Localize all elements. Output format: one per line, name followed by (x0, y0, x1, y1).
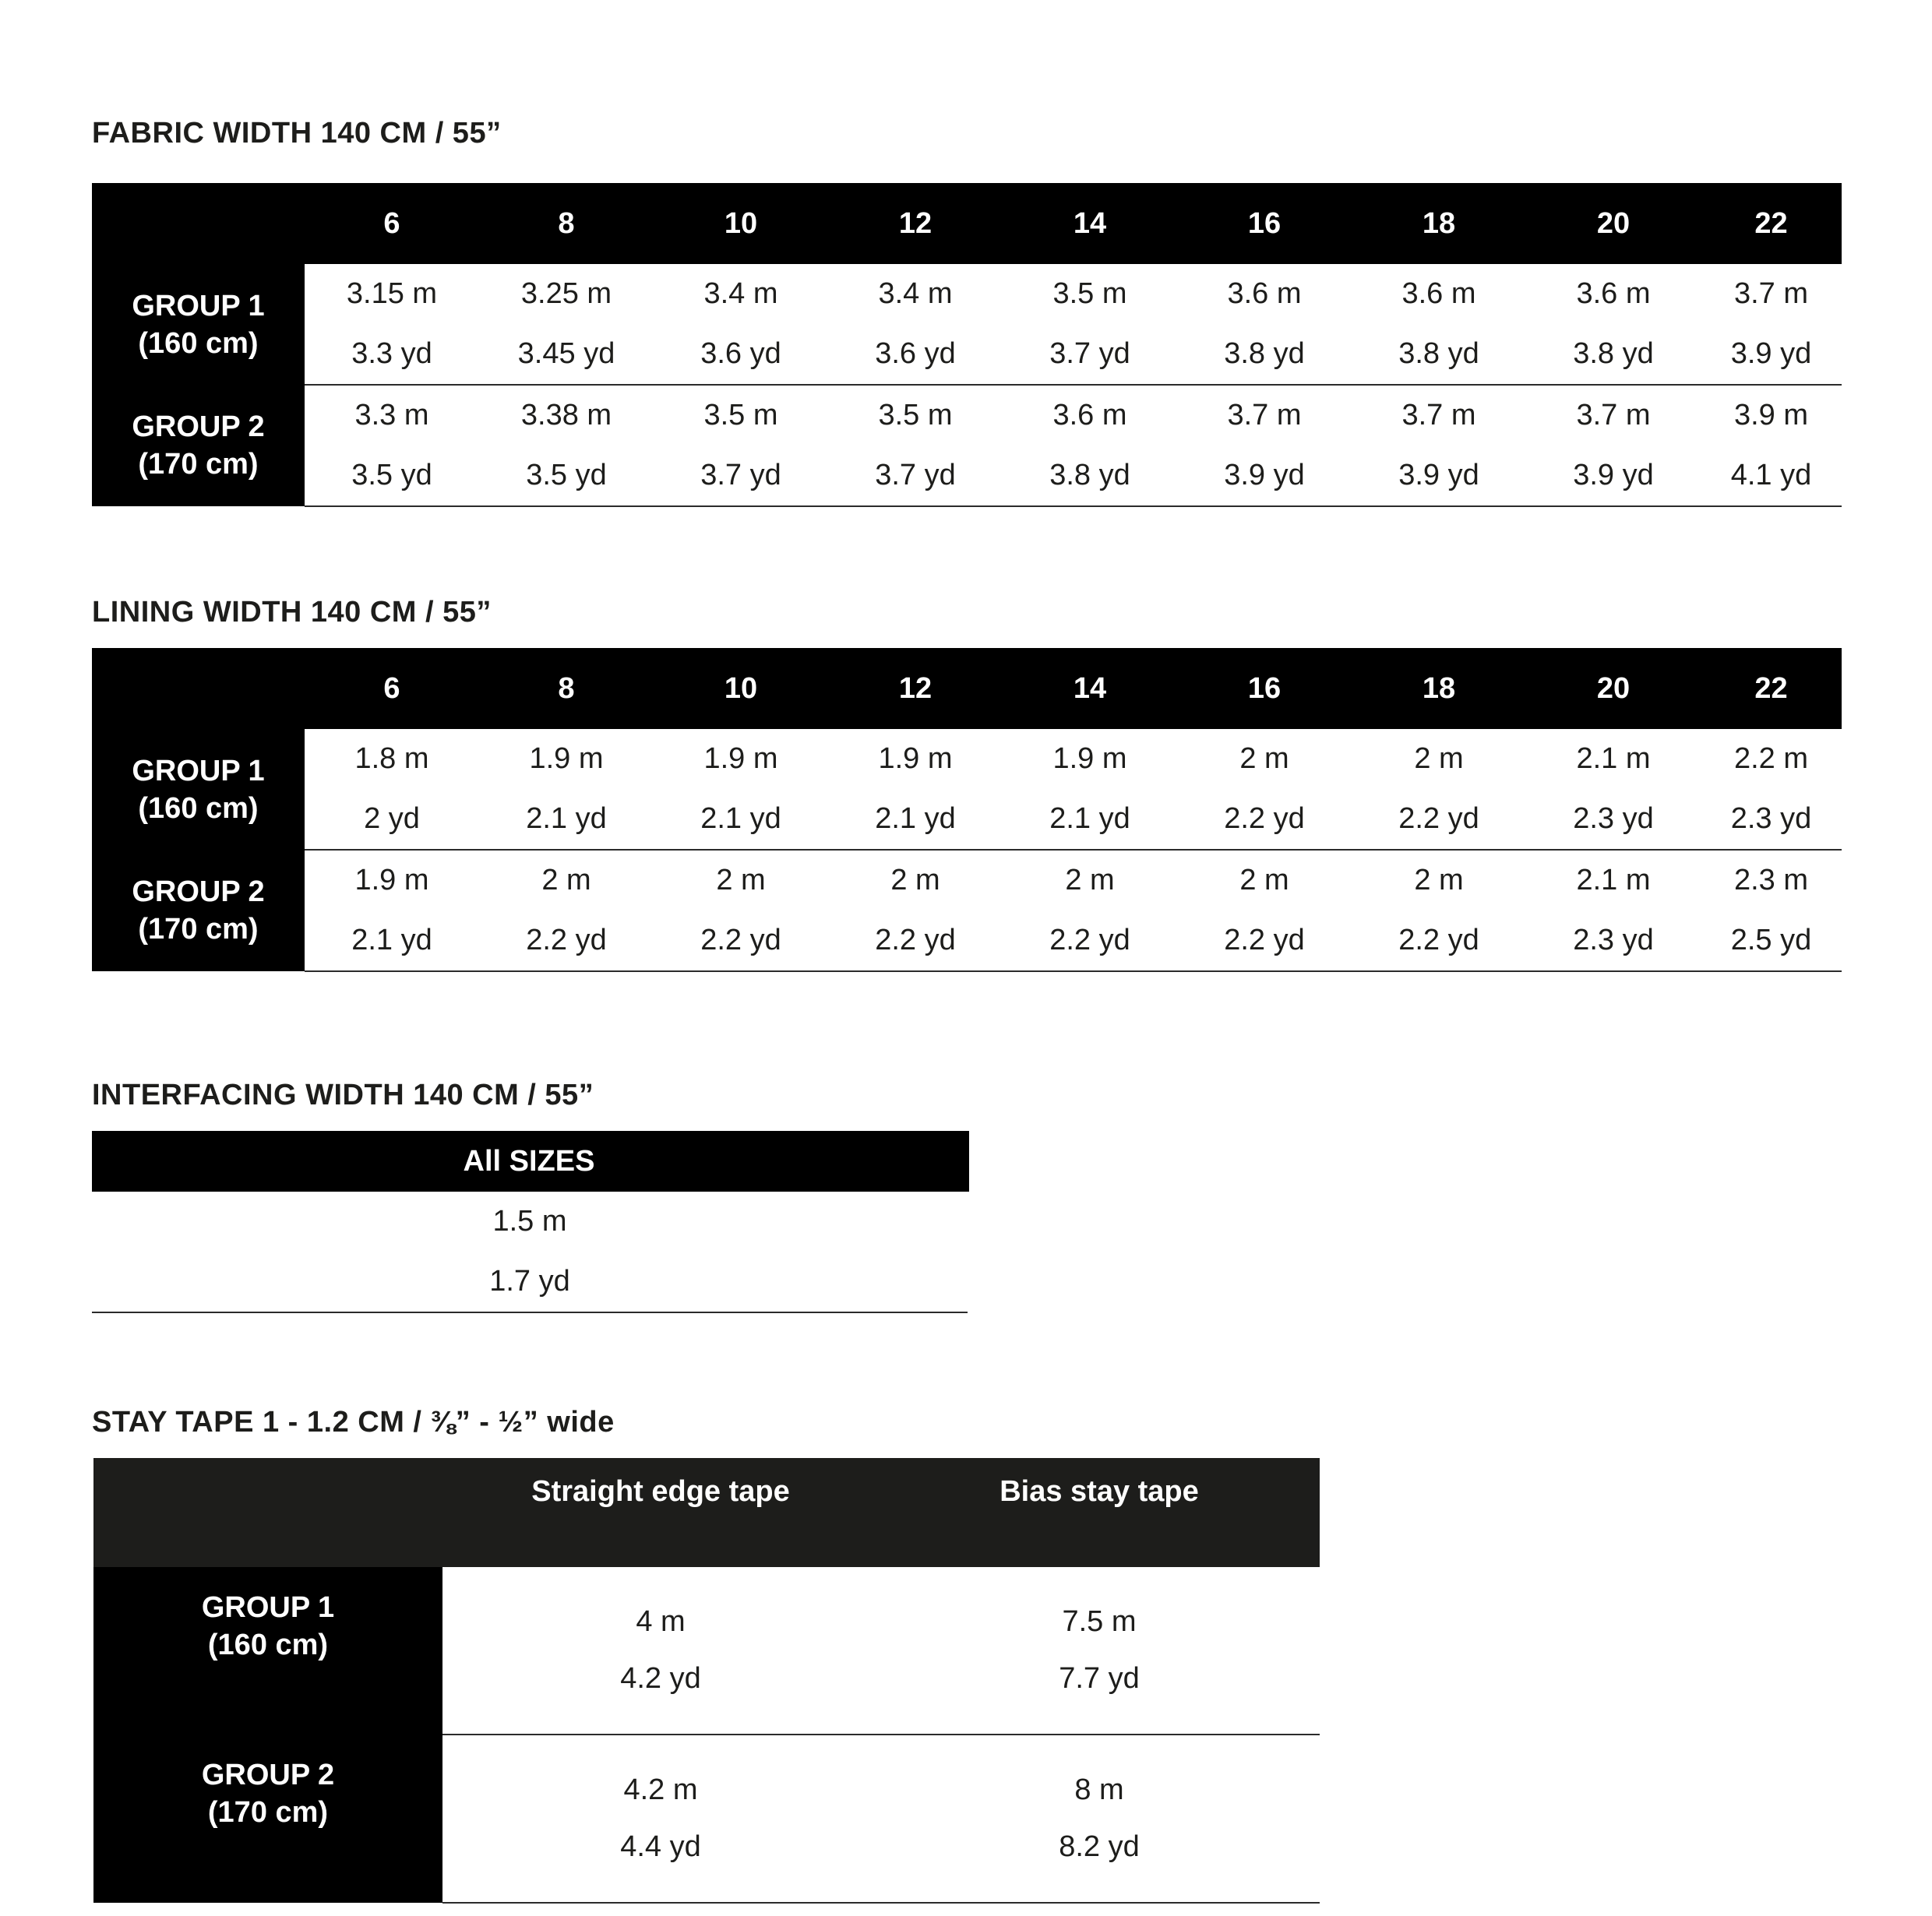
size-header: 12 (828, 183, 1003, 264)
size-header: 12 (828, 648, 1003, 729)
tape-g1-straight-yd: 4.2 yd (442, 1647, 879, 1735)
group-name: GROUP 1 (201, 1591, 335, 1624)
interfacing-yards: 1.7 yd (92, 1252, 968, 1312)
meters-cell: 3.9 m (1733, 399, 1809, 431)
interfacing-title: INTERFACING WIDTH 140 CM / 55” (92, 1079, 594, 1111)
yards-cell: 3.9 yd (1526, 446, 1701, 506)
fabric-table (92, 183, 1842, 507)
meters-cell: 3.4 m (703, 277, 778, 310)
size-header: 20 (1526, 183, 1701, 264)
tape-group-2-label (93, 1735, 442, 1903)
meters-cell: 3.5 m (1052, 277, 1127, 310)
tape-g2-straight-m: 4.2 m (623, 1773, 698, 1806)
meters-cell: 2.3 m (1733, 864, 1809, 896)
meters-cell: 1.9 m (1052, 742, 1127, 775)
size-header: 18 (1352, 648, 1526, 729)
yards-cell: 2.1 yd (479, 789, 654, 850)
meters-cell: 2 m (1414, 742, 1464, 775)
yards-cell: 2.2 yd (654, 910, 828, 971)
group-name: GROUP 1 (132, 754, 265, 787)
yards-cell: 2.2 yd (828, 910, 1003, 971)
yards-cell: 3.8 yd (1003, 446, 1177, 506)
meters-cell: 3.6 m (1401, 277, 1476, 310)
corner-cell (92, 183, 305, 264)
meters-cell: 3.7 m (1576, 399, 1651, 431)
yards-cell: 2.3 yd (1526, 789, 1701, 850)
yards-cell: 2.1 yd (1003, 789, 1177, 850)
meters-cell: 3.5 m (878, 399, 953, 431)
tape-g1-bias-m: 7.5 m (1062, 1605, 1137, 1638)
yards-cell: 2.2 yd (1177, 910, 1352, 971)
yards-cell: 3.7 yd (828, 446, 1003, 506)
group-label (92, 729, 305, 850)
yards-cell: 3.45 yd (479, 324, 654, 385)
tape-header-corner (93, 1458, 442, 1567)
meters-cell: 3.15 m (346, 277, 438, 310)
group-height: (170 cm) (138, 913, 259, 946)
meters-cell: 3.7 m (1227, 399, 1302, 431)
meters-cell: 2 m (1414, 864, 1464, 896)
size-header: 10 (654, 648, 828, 729)
yards-cell: 2 yd (305, 789, 479, 850)
tape-table (93, 1458, 1320, 1904)
tape-header-bias: Bias stay tape (879, 1458, 1320, 1567)
group-height: (170 cm) (138, 448, 259, 481)
group-height: (160 cm) (138, 791, 259, 825)
yards-cell: 3.8 yd (1352, 324, 1526, 385)
group-height: (160 cm) (138, 326, 259, 360)
yards-cell: 3.5 yd (479, 446, 654, 506)
meters-cell: 2 m (1239, 742, 1289, 775)
size-header: 14 (1003, 183, 1177, 264)
meters-cell: 2.1 m (1576, 864, 1651, 896)
meters-cell: 2 m (1065, 864, 1115, 896)
meters-cell: 2 m (1239, 864, 1289, 896)
size-header: 6 (305, 648, 479, 729)
tape-group-1-label (93, 1567, 442, 1735)
meters-cell: 2.1 m (1576, 742, 1651, 775)
size-header: 16 (1177, 183, 1352, 264)
group-name: GROUP 2 (132, 875, 265, 908)
meters-cell: 3.6 m (1576, 277, 1651, 310)
yards-cell: 3.6 yd (828, 324, 1003, 385)
group-height: (170 cm) (207, 1796, 329, 1829)
meters-cell: 3.25 m (520, 277, 612, 310)
tape-g2-bias-yd: 8.2 yd (879, 1815, 1320, 1903)
yards-cell: 2.2 yd (1177, 789, 1352, 850)
tape-g1-straight-m: 4 m (636, 1605, 686, 1638)
meters-cell: 1.9 m (878, 742, 953, 775)
meters-cell: 2 m (541, 864, 591, 896)
corner-cell (92, 648, 305, 729)
yards-cell: 3.9 yd (1352, 446, 1526, 506)
tape-title: STAY TAPE 1 - 1.2 CM / ⅜” - ½” wide (92, 1406, 615, 1439)
yards-cell: 3.8 yd (1177, 324, 1352, 385)
size-header: 10 (654, 183, 828, 264)
size-header: 22 (1701, 183, 1842, 264)
yards-cell: 2.3 yd (1701, 789, 1842, 850)
meters-cell: 3.7 m (1733, 277, 1809, 310)
yards-cell: 3.9 yd (1177, 446, 1352, 506)
meters-cell: 3.5 m (703, 399, 778, 431)
yards-cell: 3.7 yd (654, 446, 828, 506)
interfacing-table (92, 1131, 969, 1313)
meters-cell: 1.9 m (703, 742, 778, 775)
yards-cell: 3.7 yd (1003, 324, 1177, 385)
group-label (92, 850, 305, 971)
size-header: 18 (1352, 183, 1526, 264)
meters-cell: 3.3 m (354, 399, 429, 431)
size-header: 8 (479, 648, 654, 729)
tape-g2-bias-m: 8 m (1074, 1773, 1124, 1806)
size-header: 20 (1526, 648, 1701, 729)
tape-g2-straight-yd: 4.4 yd (442, 1815, 879, 1903)
yards-cell: 2.2 yd (479, 910, 654, 971)
meters-cell: 3.6 m (1052, 399, 1127, 431)
meters-cell: 3.6 m (1227, 277, 1302, 310)
interfacing-header: All SIZES (92, 1131, 968, 1192)
fabric-title: FABRIC WIDTH 140 CM / 55” (92, 117, 502, 150)
yards-cell: 2.5 yd (1701, 910, 1842, 971)
size-header: 6 (305, 183, 479, 264)
yards-cell: 3.9 yd (1701, 324, 1842, 385)
meters-cell: 1.9 m (354, 864, 429, 896)
meters-cell: 1.8 m (354, 742, 429, 775)
meters-cell: 3.38 m (520, 399, 612, 431)
meters-cell: 2 m (890, 864, 940, 896)
yards-cell: 3.8 yd (1526, 324, 1701, 385)
yards-cell: 2.1 yd (654, 789, 828, 850)
size-header: 22 (1701, 648, 1842, 729)
yards-cell: 3.5 yd (305, 446, 479, 506)
group-height: (160 cm) (207, 1629, 329, 1661)
group-name: GROUP 2 (201, 1759, 335, 1791)
yards-cell: 2.2 yd (1352, 789, 1526, 850)
yards-cell: 2.2 yd (1003, 910, 1177, 971)
yards-cell: 2.3 yd (1526, 910, 1701, 971)
tape-header-straight: Straight edge tape (442, 1458, 879, 1567)
meters-cell: 2.2 m (1733, 742, 1809, 775)
meters-cell: 1.9 m (529, 742, 604, 775)
yards-cell: 2.1 yd (305, 910, 479, 971)
yards-cell: 2.1 yd (828, 789, 1003, 850)
lining-table (92, 648, 1842, 972)
size-header: 16 (1177, 648, 1352, 729)
size-header: 8 (479, 183, 654, 264)
group-label (92, 385, 305, 506)
meters-cell: 3.7 m (1401, 399, 1476, 431)
meters-cell: 2 m (716, 864, 766, 896)
yards-cell: 3.3 yd (305, 324, 479, 385)
tape-g1-bias-yd: 7.7 yd (879, 1647, 1320, 1735)
lining-title: LINING WIDTH 140 CM / 55” (92, 596, 492, 629)
group-name: GROUP 2 (132, 410, 265, 443)
interfacing-meters: 1.5 m (492, 1205, 567, 1238)
group-name: GROUP 1 (132, 289, 265, 322)
size-header: 14 (1003, 648, 1177, 729)
yards-cell: 3.6 yd (654, 324, 828, 385)
yards-cell: 2.2 yd (1352, 910, 1526, 971)
meters-cell: 3.4 m (878, 277, 953, 310)
yards-cell: 4.1 yd (1701, 446, 1842, 506)
group-label (92, 264, 305, 385)
